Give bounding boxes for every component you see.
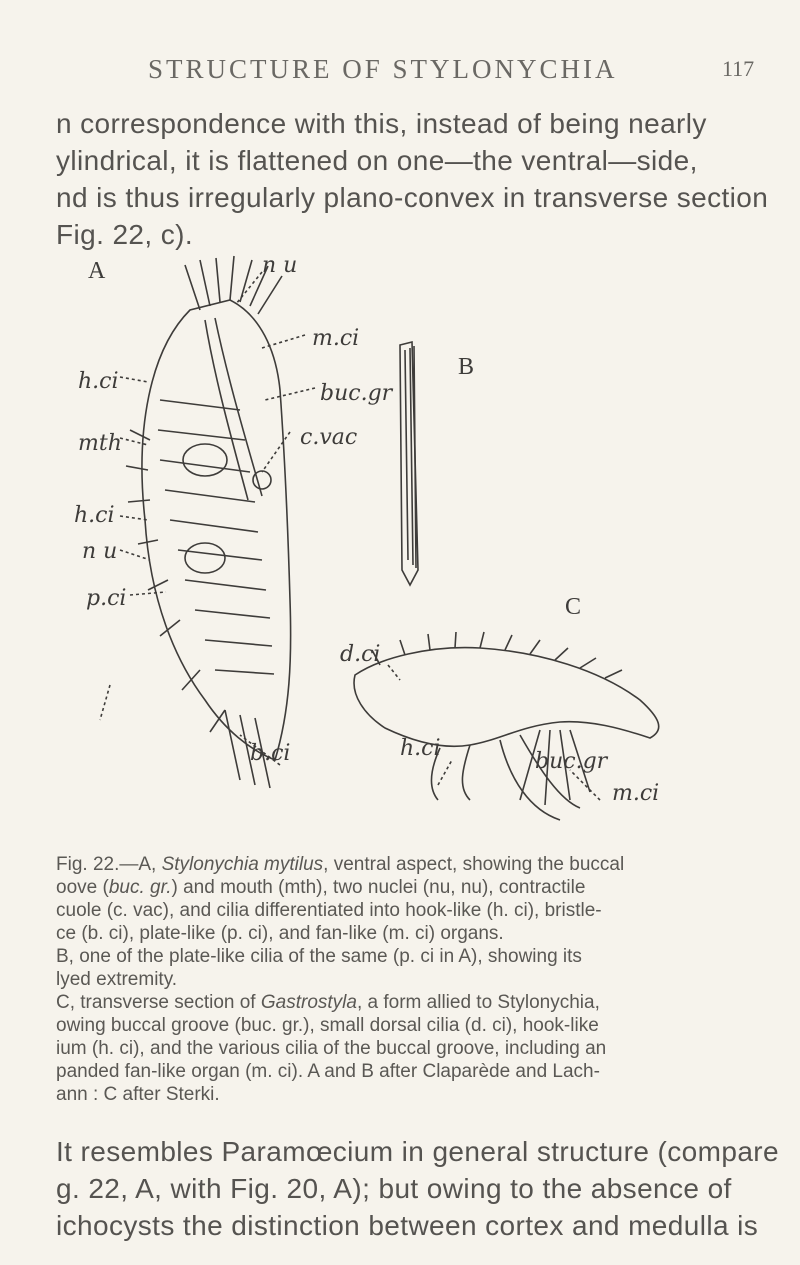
- label-buc-gr-c: buc.gr: [535, 749, 608, 774]
- label-p-ci: p.ci: [86, 586, 127, 611]
- label-b-ci: b.ci: [250, 741, 291, 766]
- label-nu-left: n u: [82, 539, 118, 564]
- label-h-ci-1: h.ci: [78, 369, 119, 394]
- caption-line: ium (h. ci), and the various cilia of the buccal groove, including an: [56, 1038, 607, 1059]
- internal-texture: [158, 400, 274, 674]
- panel-label-a: A: [88, 258, 106, 284]
- figure-caption: [56, 853, 791, 1106]
- leader-lines: [100, 272, 315, 765]
- label-m-ci-top: m.ci: [312, 326, 360, 351]
- intro-paragraph: [56, 105, 786, 253]
- caption-line: B, one of the plate-like cilia of the same (p. ci in A), showing its: [56, 946, 582, 967]
- contractile-vacuole: [253, 471, 271, 489]
- label-h-ci-c: h.ci: [400, 736, 441, 761]
- figure-22: [0, 240, 800, 840]
- text-line: ylindrical, it is flattened on one—the ventral—side,: [56, 145, 698, 176]
- running-head: [0, 48, 800, 88]
- text-line: g. 22, A, with Fig. 20, A); but owing to the absence of: [56, 1173, 732, 1204]
- text-line: n correspondence with this, instead of being nearly: [56, 108, 707, 139]
- caption-line: owing buccal groove (buc. gr.), small dorsal cilia (d. ci), hook-like: [56, 1015, 599, 1036]
- text-line: Fig. 22, c).: [56, 219, 194, 250]
- text-line: nd is thus irregularly plano-convex in transverse section: [56, 182, 769, 213]
- caption-line: lyed extremity.: [56, 969, 178, 990]
- nucleus-lower: [185, 543, 225, 573]
- page-number: 117: [722, 56, 755, 81]
- body-outline-a: [142, 300, 291, 760]
- panel-b-cilium: [400, 342, 418, 585]
- leader-lines-c: [388, 665, 600, 800]
- buccal-groove-c: [500, 735, 580, 820]
- caption-line: ce (b. ci), plate-like (p. ci), and fan-like (m. ci) organs.: [56, 923, 504, 944]
- label-mth: mth: [78, 431, 122, 456]
- label-buc-gr-top: buc.gr: [320, 381, 393, 406]
- caption-line: Fig. 22.—A, Stylonychia mytilus, ventral aspect, showing the buccal: [56, 854, 625, 875]
- panel-label-c: C: [565, 594, 582, 620]
- caption-line: cuole (c. vac), and cilia differentiated into hook-like (h. ci), bristle-: [56, 900, 602, 921]
- caption-line: C, transverse section of Gastrostyla, a form allied to Stylonychia,: [56, 992, 600, 1013]
- caption-line: ann : C after Sterki.: [56, 1084, 220, 1105]
- section-outline: [354, 648, 659, 747]
- label-c-vac: c.vac: [300, 425, 358, 450]
- organism-a-drawing: [100, 256, 315, 788]
- label-h-ci-2: h.ci: [74, 503, 115, 528]
- closing-paragraph: [56, 1133, 786, 1244]
- label-d-ci: d.ci: [340, 642, 381, 667]
- panel-label-b: B: [458, 354, 475, 380]
- nucleus-upper: [183, 444, 227, 476]
- caption-line: panded fan-like organ (m. ci). A and B after Claparède and Lach-: [56, 1061, 600, 1082]
- text-line: It resembles Paramœcium in general structure (compare: [56, 1136, 779, 1167]
- caption-line: oove (buc. gr.) and mouth (mth), two nuclei (nu, nu), contractile: [56, 877, 586, 898]
- text-line: ichocysts the distinction between cortex and medulla is: [56, 1210, 759, 1241]
- running-title: STRUCTURE OF STYLONYCHIA: [148, 54, 618, 84]
- label-m-ci-c: m.ci: [612, 781, 660, 806]
- label-nu-top: n u: [262, 253, 298, 278]
- dorsal-cilia: [372, 632, 622, 678]
